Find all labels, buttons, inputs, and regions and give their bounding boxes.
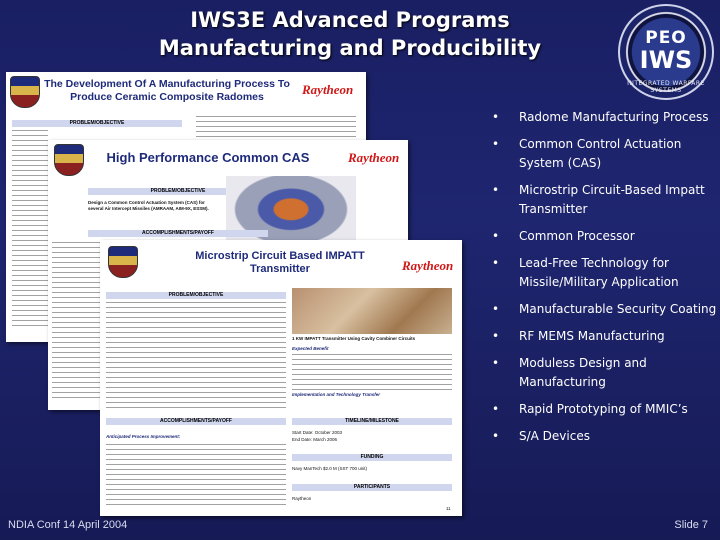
bullet-item [492, 227, 718, 246]
peo-iws-seal-logo [618, 4, 714, 100]
bullet-item [492, 427, 718, 446]
footer-conference: NDIA Conf 14 April 2004 [8, 519, 128, 531]
bullet-text: Manufacturable Security Coating [519, 302, 717, 316]
doc3-end-date: End Date: March 2006 [292, 437, 338, 442]
bullet-text: S/A Devices [519, 429, 590, 443]
bullet-item [492, 354, 718, 392]
bullet-item [492, 254, 718, 292]
doc2-body: Design a Common Control Actuation System (CAS) for several Air Intercept Missiles (AMRAAM, AIM-9X, ESSM). [88, 200, 209, 211]
bullet-item [492, 327, 718, 346]
doc3-timeline-header: TIMELINE/MILESTONE [292, 418, 452, 425]
bullet-text: Common Control Actuation System (CAS) [519, 137, 682, 170]
doc2-title: High Performance Common CAS [106, 150, 310, 165]
doc3-problem-header: PROBLEM/OBJECTIVE [106, 292, 286, 299]
doc1-problem-header: PROBLEM/OBJECTIVE [12, 120, 182, 127]
impatt-transmitter-image [292, 288, 452, 334]
doc3-participants-header: PARTICIPANTS [292, 484, 452, 491]
bullet-item [492, 181, 718, 219]
seal-top-text: PEO [645, 28, 687, 48]
bullet-item [492, 400, 718, 419]
bullet-icon: • [492, 256, 500, 270]
bullet-text: Rapid Prototyping of MMIC’s [519, 402, 688, 416]
raytheon-logo: Raytheon [402, 258, 454, 273]
navy-crest-icon [54, 144, 84, 176]
doc3-expected-benefit: Expected Benefit [292, 346, 329, 351]
navy-crest-icon [108, 246, 138, 278]
bullet-icon: • [492, 402, 500, 416]
bullet-text: Microstrip Circuit-Based Impatt Transmitter [519, 183, 705, 216]
bullet-text: Moduless Design and Manufacturing [519, 356, 647, 389]
doc1-title: The Development Of A Manufacturing Process To Produce Ceramic Composite Radomes [44, 78, 290, 103]
bullet-icon: • [492, 302, 500, 316]
doc3-participant: Raytheon [292, 496, 312, 501]
program-bullet-list [492, 108, 718, 454]
doc3-start-date: Start Date: October 2003 [292, 430, 343, 435]
slide-title [120, 6, 580, 62]
bullet-icon: • [492, 329, 500, 343]
seal-ring-text: INTEGRATED WARFARE SYSTEMS [627, 80, 705, 94]
doc2-problem-header: PROBLEM/OBJECTIVE [88, 188, 268, 195]
doc3-image-caption: 1 KW IMPATT Transmitter Using Cavity Combiner Circuits [292, 336, 416, 341]
doc3-implementation: Implementation and Technology Transfer [292, 392, 381, 397]
footer-slide-number: Slide 7 [674, 519, 708, 531]
bullet-item [492, 108, 718, 127]
bullet-icon: • [492, 429, 500, 443]
cas-hardware-image [226, 176, 356, 250]
navy-crest-icon [10, 76, 40, 108]
doc3-process-improvement: Anticipated Process Improvement: [106, 434, 181, 439]
bullet-icon: • [492, 356, 500, 370]
bullet-icon: • [492, 229, 500, 243]
bullet-icon: • [492, 110, 500, 124]
bullet-item [492, 300, 718, 319]
doc3-funding-row: Navy ManTech $2.0 M (SST 700 unit) [292, 466, 367, 471]
doc3-accomplishments-header: ACCOMPLISHMENTS/PAYOFF [106, 418, 286, 425]
doc3-funding-header: FUNDING [292, 454, 452, 461]
seal-main-text: IWS [639, 46, 693, 74]
bullet-item [492, 135, 718, 173]
doc2-accomplishments-header: ACCOMPLISHMENTS/PAYOFF [88, 230, 268, 237]
slide-title-line2: Manufacturing and Producibility [158, 36, 542, 60]
raytheon-logo: Raytheon [348, 150, 400, 165]
bullet-icon: • [492, 183, 500, 197]
impatt-quad-chart [100, 240, 462, 516]
doc3-title: Microstrip Circuit Based IMPATT Transmitter [195, 250, 365, 275]
bullet-text: Common Processor [519, 229, 635, 243]
bullet-icon: • [492, 137, 500, 151]
bullet-text: Radome Manufacturing Process [519, 110, 709, 124]
raytheon-logo: Raytheon [302, 82, 354, 97]
slide-title-line1: IWS3E Advanced Programs [190, 8, 510, 32]
doc3-page-number: 11 [446, 506, 451, 511]
bullet-text: RF MEMS Manufacturing [519, 329, 665, 343]
bullet-text: Lead-Free Technology for Missile/Military Application [519, 256, 679, 289]
